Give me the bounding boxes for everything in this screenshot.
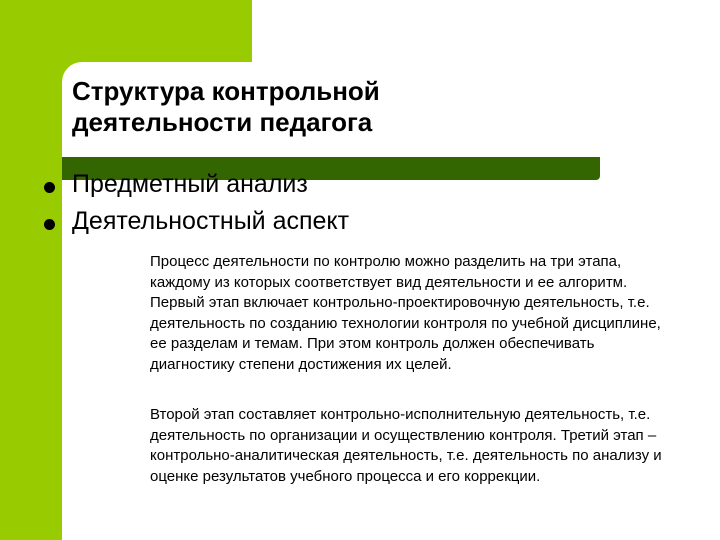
left-accent-bar: [0, 158, 62, 540]
bullet-dot-icon: [44, 182, 55, 193]
slide-title-line-2: деятельности педагога: [72, 107, 373, 137]
slide-title-line-1: Структура контрольной: [72, 76, 380, 106]
bullet-item-subject-analysis: Предметный анализ: [72, 170, 308, 198]
bullet-item-activity-aspect: Деятельностный аспект: [72, 207, 350, 235]
bullet-dot-icon: [44, 219, 55, 230]
body-paragraph-1: Процесс деятельности по контролю можно разделить на три этапа, каждому из которых соответствует вид деятельности и ее алгоритм. Первый этап включает контрольно-проектировочную деятельность, т.е. деятельность по созданию технологии контроля по учебной дисциплине, ее разделам и темам. При этом контроль должен обеспечивать диагностику степени достижения их целей.: [150, 253, 661, 373]
body-paragraph-2: Второй этап составляет контрольно-исполнительную деятельность, т.е. деятельность по организации и осуществлению контроля. Третий этап – контрольно-аналитическая деятельность, т.е. деятельность по анализу и оценке результатов учебного процесса и его коррекции.: [150, 406, 662, 485]
